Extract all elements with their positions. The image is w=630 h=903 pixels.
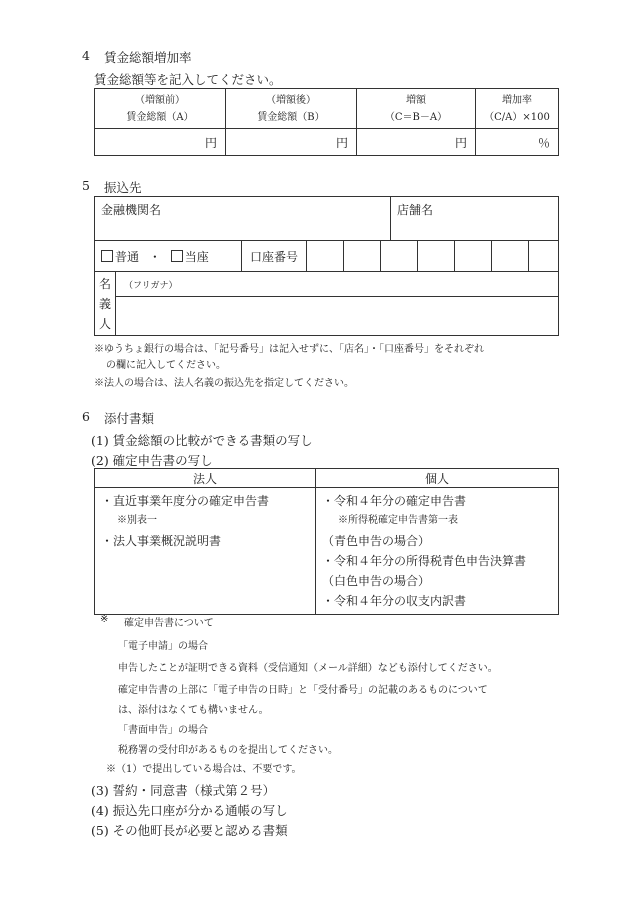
account-table <box>94 240 559 272</box>
attach-item-5: (5) その他町長が必要と認める書類 <box>91 823 288 838</box>
account-type-cell: 普通 ・ 当座 <box>95 241 242 272</box>
wage-table <box>94 88 559 156</box>
corporation-docs: ・直近事業年度分の確定申告書 ※別表一 ・法人事業概況説明書 <box>95 488 316 615</box>
note-mark: ※ <box>100 614 109 625</box>
section5-number: 5 <box>82 178 90 193</box>
paper-filing-label: 「書面申告」の場合 <box>118 725 208 736</box>
section6-heading: 添付書類 <box>104 411 155 426</box>
section4-instruction: 賃金総額等を記入してください。 <box>94 72 282 87</box>
holder-label: 名 義 人 <box>95 272 116 336</box>
account-digit-1[interactable] <box>307 241 344 272</box>
account-digit-4[interactable] <box>418 241 455 272</box>
wage-before-header: （増額前） 賃金総額（A） <box>95 89 226 129</box>
holder-table <box>94 271 559 336</box>
attach-item-4: (4) 振込先口座が分かる通帳の写し <box>91 803 288 818</box>
electronic-note-3: は、添付はなくても構いません。 <box>118 705 269 716</box>
increase-rate-header: 増加率 （C/A）×100 <box>476 89 559 129</box>
paper-filing-note: 税務署の受付印があるものを提出してください。 <box>118 745 338 756</box>
bank-name-field[interactable]: 金融機関名 <box>95 197 391 241</box>
account-digit-7[interactable] <box>529 241 559 272</box>
account-digit-3[interactable] <box>381 241 418 272</box>
furigana-field[interactable]: （フリガナ） <box>116 272 559 297</box>
attach-item-3: (3) 誓約・同意書（様式第２号） <box>91 783 276 798</box>
section4-heading: 賃金総額増加率 <box>104 50 192 65</box>
individual-docs: ・令和４年分の確定申告書 ※所得税確定申告書第一表 （青色申告の場合） ・令和４年分の所得税青色申告決算書 （白色申告の場合） ・令和４年分の収支内訳書 <box>316 488 559 615</box>
note-title: 確定申告書について <box>124 618 214 629</box>
holder-name-field[interactable] <box>116 297 559 336</box>
section6-number: 6 <box>82 409 90 424</box>
attach-item-1: (1) 賃金総額の比較ができる書類の写し <box>91 433 313 448</box>
electronic-note-2: 確定申告書の上部に「電子申告の日時」と「受付番号」の記載のあるものについて <box>118 685 488 696</box>
account-digit-5[interactable] <box>455 241 492 272</box>
ordinary-checkbox[interactable] <box>101 250 113 262</box>
section4-number: 4 <box>82 48 90 63</box>
increase-header: 増額 （C＝B－A） <box>357 89 476 129</box>
account-digit-6[interactable] <box>492 241 529 272</box>
current-checkbox[interactable] <box>171 250 183 262</box>
wage-after-header: （増額後） 賃金総額（B） <box>226 89 357 129</box>
branch-name-field[interactable]: 店舗名 <box>391 197 559 241</box>
yucho-note: ※ゆうちょ銀行の場合は、「記号番号」は記入せずに、「店名」・「口座番号」をそれぞれ <box>94 344 484 355</box>
attach-item-2: (2) 確定申告書の写し <box>91 453 213 468</box>
wage-after-input[interactable]: 円 <box>226 129 357 156</box>
account-number-label: 口座番号 <box>242 241 307 272</box>
account-digit-2[interactable] <box>344 241 381 272</box>
wage-before-input[interactable]: 円 <box>95 129 226 156</box>
corporation-header: 法人 <box>95 469 316 488</box>
bank-table <box>94 196 559 241</box>
increase-input[interactable]: 円 <box>357 129 476 156</box>
electronic-note-1: 申告したことが証明できる資料（受信通知（メール詳細）なども添付してください。 <box>118 663 498 674</box>
electronic-filing-label: 「電子申請」の場合 <box>118 641 208 652</box>
section5-heading: 振込先 <box>104 180 142 195</box>
tax-return-table <box>94 468 559 615</box>
individual-header: 個人 <box>316 469 559 488</box>
duplicate-note: ※（1）で提出している場合は、不要です。 <box>106 764 302 775</box>
yucho-note-cont: の欄に記入してください。 <box>106 360 226 371</box>
increase-rate-input[interactable]: ％ <box>476 129 559 156</box>
corporate-note: ※法人の場合は、法人名義の振込先を指定してください。 <box>94 378 354 389</box>
